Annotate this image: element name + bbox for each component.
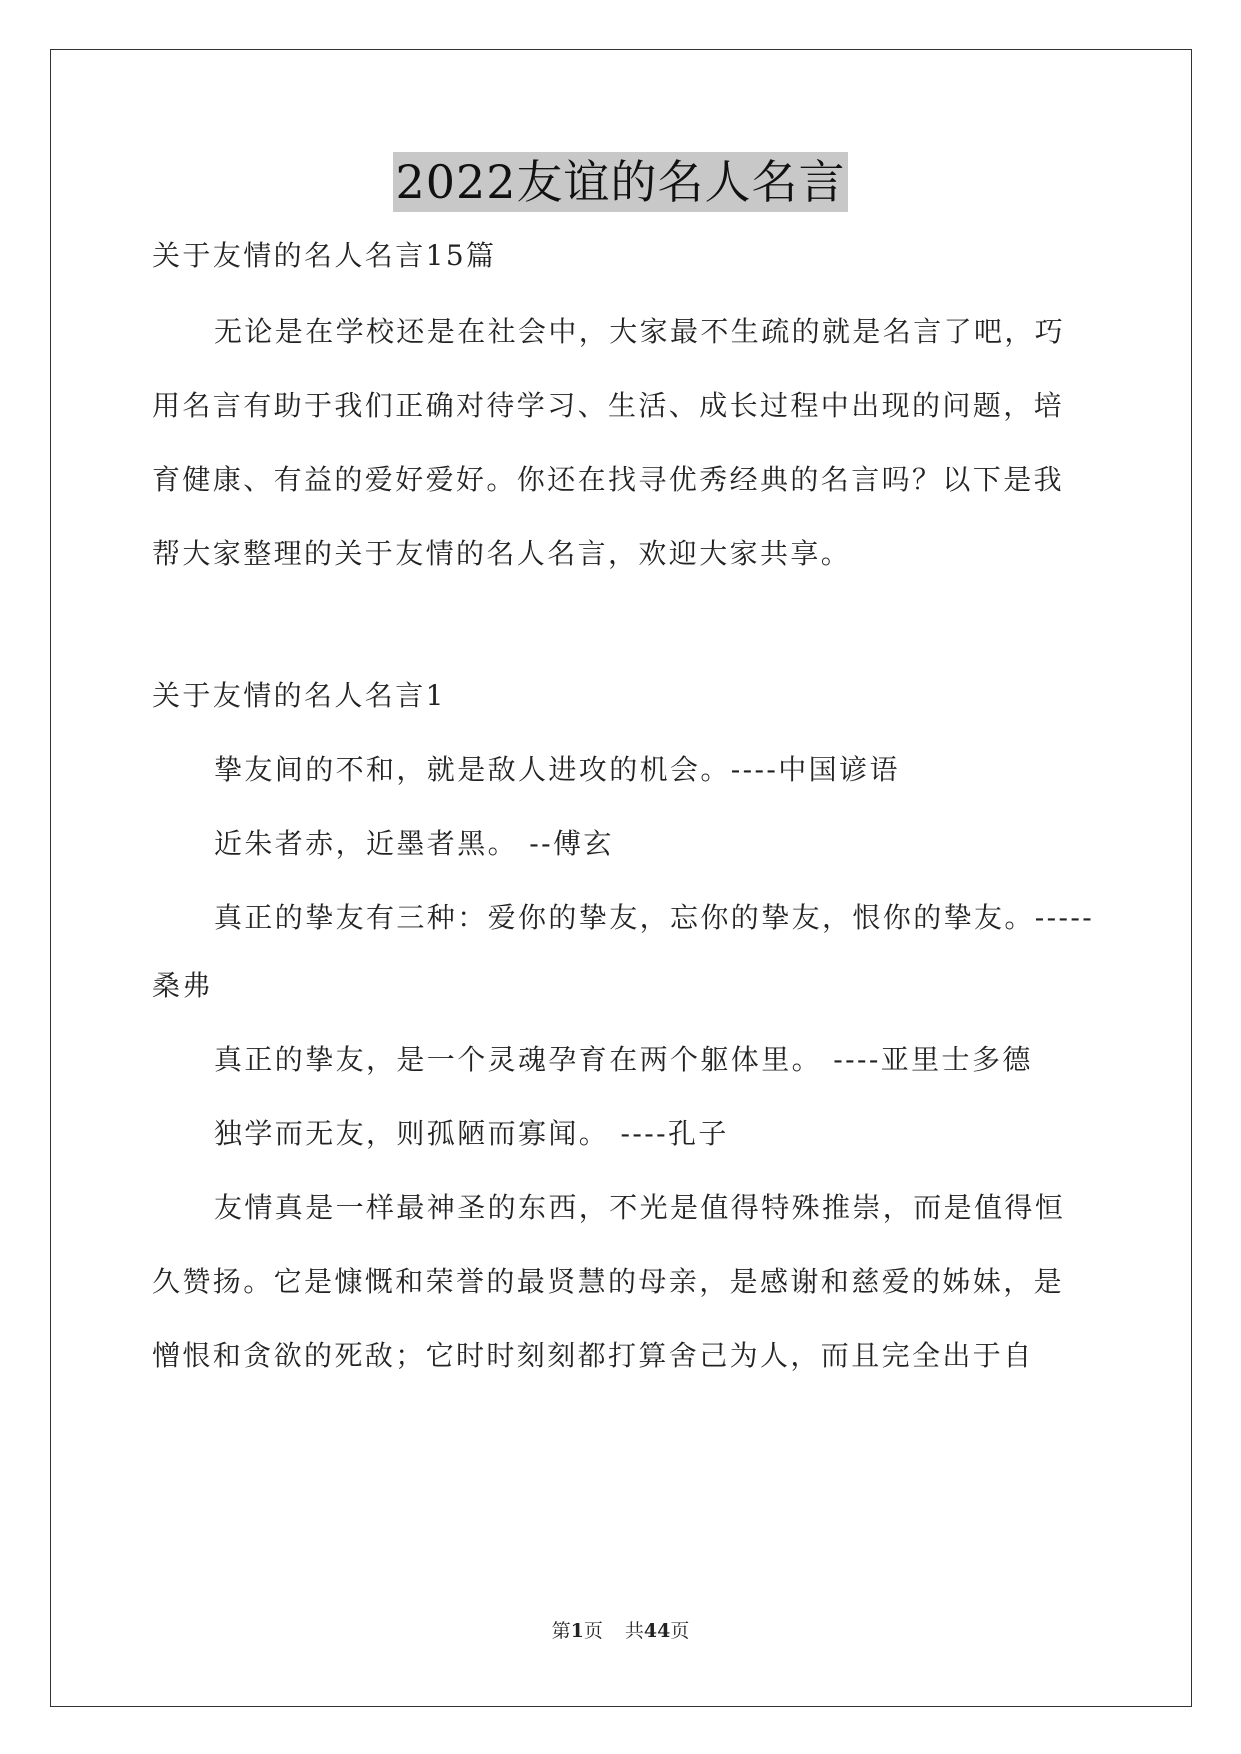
quote-line: 憎恨和贪欲的死敌；它时时刻刻都打算舍己为人，而且完全出于自: [152, 1339, 1034, 1372]
total-prefix: 共: [624, 1620, 644, 1642]
paragraph-line: 帮大家整理的关于友情的名人名言，欢迎大家共享。: [152, 537, 852, 570]
section-heading: 关于友情的名人名言15篇: [152, 239, 497, 272]
quote-line: 真正的挚友有三种：爱你的挚友，忘你的挚友，恨你的挚友。-----: [214, 901, 1095, 934]
page-unit: 页: [583, 1620, 603, 1642]
quote-line: 友情真是一样最神圣的东西，不光是值得特殊推崇，而是值得恒: [214, 1191, 1066, 1224]
quote-line: 独学而无友，则孤陋而寡闻。 ----孔子: [214, 1117, 729, 1150]
paragraph-line: 用名言有助于我们正确对待学习、生活、成长过程中出现的问题，培: [152, 389, 1065, 422]
paragraph-line: 无论是在学校还是在社会中，大家最不生疏的就是名言了吧，巧: [214, 315, 1066, 348]
paragraph-line: 育健康、有益的爱好爱好。你还在找寻优秀经典的名言吗？以下是我: [152, 463, 1065, 496]
document-title: [0, 152, 1241, 212]
page-footer: [0, 1618, 1241, 1644]
quote-line: 真正的挚友，是一个灵魂孕育在两个躯体里。 ----亚里士多德: [214, 1043, 1033, 1076]
page-border: [50, 49, 1192, 1707]
quote-line: 桑弗: [152, 969, 213, 1002]
total-unit: 页: [670, 1620, 690, 1642]
total-pages: 44: [643, 1620, 671, 1642]
quote-line: 挚友间的不和，就是敌人进攻的机会。----中国谚语: [214, 753, 900, 786]
page-number: 1: [570, 1620, 584, 1642]
quote-line: 久赞扬。它是慷慨和荣誉的最贤慧的母亲，是感谢和慈爱的姊妹，是: [152, 1265, 1065, 1298]
page-prefix: 第: [551, 1620, 571, 1642]
document-title-text: 2022友谊的名人名言: [393, 152, 847, 212]
quote-line: 近朱者赤，近墨者黑。 --傅玄: [214, 827, 614, 860]
section-heading: 关于友情的名人名言1: [152, 679, 446, 712]
